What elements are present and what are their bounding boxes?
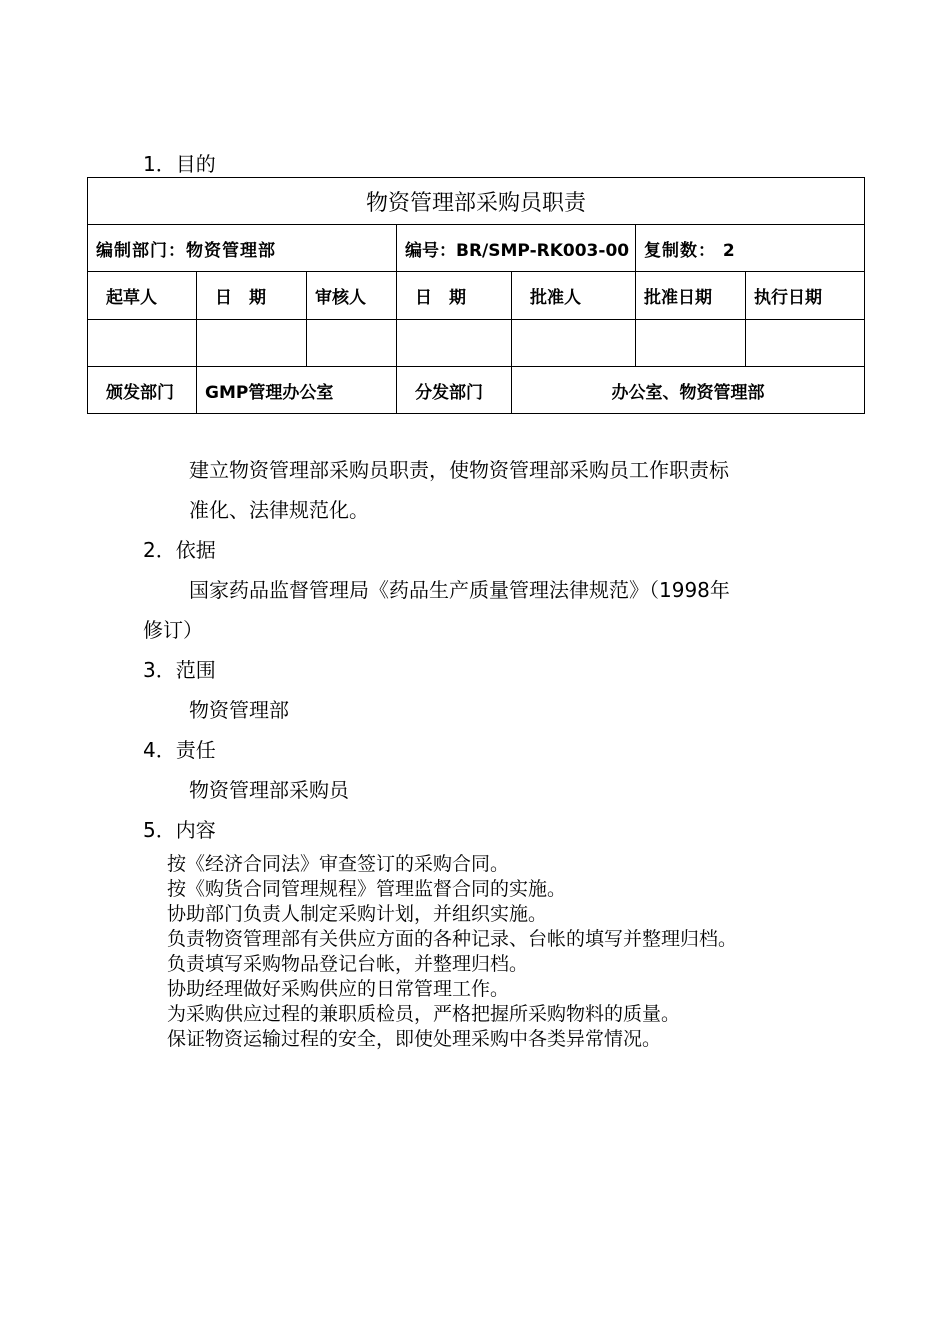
distribution-department-label: 分发部门 [397,367,512,414]
col-header-approval-date: 批准日期 [636,272,746,320]
signature-cell [197,320,307,367]
section-heading-content: 5．内容 [143,818,216,842]
content-item: 协助部门负责人制定采购计划，并组织实施。 [167,903,548,925]
copy-count [636,225,865,272]
document-code: 编号：BR/SMP-RK003-00 [397,225,636,272]
content-item: 按《经济合同法》审查签订的采购合同。 [167,853,510,875]
content-item: 保证物资运输过程的安全，即使处理采购中各类异常情况。 [167,1028,662,1050]
compiling-department: 编制部门：物资管理部 [88,225,397,272]
section-heading-purpose: 1．目的 [143,152,216,176]
section-heading-basis: 2．依据 [143,538,216,562]
purpose-text-line-2: 准化、法律规范化。 [189,498,369,522]
distribution-department-value: 办公室、物资管理部 [512,367,865,414]
issue-department-value: GMP管理办公室 [197,367,397,414]
signature-cell [88,320,197,367]
content-item: 负责物资管理部有关供应方面的各种记录、台帐的填写并整理归档。 [167,928,738,950]
issue-department-label: 颁发部门 [88,367,197,414]
content-item: 负责填写采购物品登记台帐，并整理归档。 [167,953,529,975]
section-heading-scope: 3．范围 [143,658,216,682]
signature-cell [307,320,397,367]
col-header-date-2: 日 期 [397,272,512,320]
copy-count-value: 2 [722,240,736,261]
content-list [167,852,737,1052]
signature-cell [397,320,512,367]
content-item: 为采购供应过程的兼职质检员，严格把握所采购物料的质量。 [167,1003,681,1025]
basis-text-line-2: 修订） [143,618,203,642]
col-header-drafter: 起草人 [88,272,197,320]
copy-count-label: 复制数： [644,240,716,261]
content-item: 按《购货合同管理规程》管理监督合同的实施。 [167,878,567,900]
scope-text: 物资管理部 [189,698,289,722]
signature-cell [512,320,636,367]
document-header-table [87,177,865,414]
signature-cell [746,320,865,367]
purpose-text-line-1: 建立物资管理部采购员职责，使物资管理部采购员工作职责标 [189,458,729,482]
col-header-date-1: 日 期 [197,272,307,320]
responsibility-text: 物资管理部采购员 [189,778,349,802]
content-item: 协助经理做好采购供应的日常管理工作。 [167,978,510,1000]
signature-cell [636,320,746,367]
document-title: 物资管理部采购员职责 [88,178,865,225]
basis-text-line-1: 国家药品监督管理局《药品生产质量管理法律规范》（1998年 [189,578,730,602]
col-header-approver: 批准人 [512,272,636,320]
col-header-reviewer: 审核人 [307,272,397,320]
section-heading-responsibility: 4．责任 [143,738,216,762]
col-header-effective-date: 执行日期 [746,272,865,320]
